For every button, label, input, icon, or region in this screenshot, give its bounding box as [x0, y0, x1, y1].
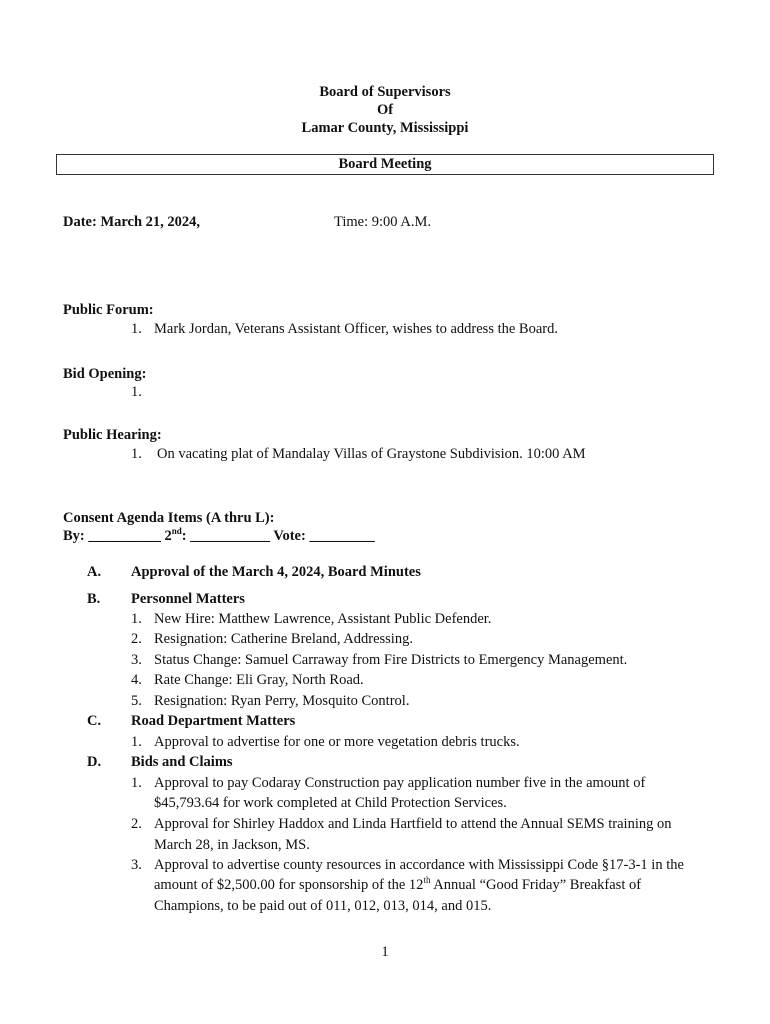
bid-opening-item-num: 1. [131, 384, 142, 400]
header-line-1: Board of Supervisors [319, 84, 451, 100]
section-b-item-text: Status Change: Samuel Carraway from Fire Districts to Emergency Management. [154, 652, 628, 668]
section-d-item-text: Approval to pay Codaray Construction pay application number five in the amount of [154, 775, 646, 791]
header-line-3: Lamar County, Mississippi [301, 120, 469, 136]
meeting-date: Date: March 21, 2024, [63, 214, 201, 230]
section-d-item-text: Approval for Shirley Haddox and Linda Hartfield to attend the Annual SEMS training on [154, 816, 672, 832]
meeting-title: Board Meeting [338, 156, 432, 172]
meeting-time: Time: 9:00 A.M. [334, 214, 431, 230]
public-hearing-heading: Public Hearing: [63, 427, 162, 443]
section-d-item-text: Approval to advertise county resources in accordance with Mississippi Code §17-3-1 in the [154, 857, 684, 873]
section-b-title: Personnel Matters [131, 591, 245, 607]
section-b-item-text: Resignation: Catherine Breland, Addressing. [154, 631, 413, 647]
section-a-title: Approval of the March 4, 2024, Board Minutes [131, 564, 421, 580]
section-b-letter: B. [87, 591, 101, 607]
ordinal-sup: th [423, 875, 431, 886]
section-b-item-num: 2. [131, 631, 142, 647]
section-b-item-text: New Hire: Matthew Lawrence, Assistant Public Defender. [154, 611, 492, 627]
section-d-letter: D. [87, 754, 102, 770]
event-text: Annual “Good Friday” Breakfast of [430, 877, 642, 893]
page-number: 1 [381, 944, 389, 960]
section-d-title: Bids and Claims [131, 754, 233, 770]
public-hearing-item-num: 1. [131, 446, 142, 462]
section-d-item-text: March 28, in Jackson, MS. [154, 837, 310, 853]
second-vote-label: : ___________ Vote: _________ [181, 528, 375, 544]
section-c-title: Road Department Matters [131, 713, 296, 729]
consent-agenda-heading: Consent Agenda Items (A thru L): [63, 510, 275, 526]
amount-text: amount of $2,500.00 for sponsorship of the 12 [154, 877, 424, 893]
section-d-item-text: Champions, to be paid out of 011, 012, 013, 014, and 015. [154, 898, 492, 914]
public-forum-heading: Public Forum: [63, 302, 154, 318]
public-hearing-item-text: On vacating plat of Mandalay Villas of Graystone Subdivision. 10:00 AM [157, 446, 586, 462]
section-b-item-num: 3. [131, 652, 142, 668]
section-b-item-num: 4. [131, 672, 142, 688]
section-c-item-text: Approval to advertise for one or more vegetation debris trucks. [154, 734, 520, 750]
section-d-item-num: 3. [131, 857, 142, 873]
header-line-2: Of [376, 102, 394, 118]
public-forum-item-text: Mark Jordan, Veterans Assistant Officer, wishes to address the Board. [154, 321, 558, 337]
section-c-letter: C. [87, 713, 102, 729]
by-label: By: __________ 2 [63, 528, 172, 544]
section-d-item-num: 1. [131, 775, 142, 791]
section-b-item-num: 5. [131, 693, 142, 709]
section-a-letter: A. [87, 564, 102, 580]
meeting-title-box [56, 154, 714, 175]
section-b-item-num: 1. [131, 611, 142, 627]
section-d-item-text: $45,793.64 for work completed at Child Protection Services. [154, 795, 507, 811]
bid-opening-heading: Bid Opening: [63, 366, 147, 382]
section-b-item-text: Rate Change: Eli Gray, North Road. [154, 672, 364, 688]
section-c-item-num: 1. [131, 734, 142, 750]
section-b-item-text: Resignation: Ryan Perry, Mosquito Control. [154, 693, 410, 709]
second-sup: nd [171, 526, 182, 537]
section-d-item-num: 2. [131, 816, 142, 832]
section-d-item-text [154, 877, 641, 894]
consent-vote-line [63, 528, 375, 545]
public-forum-item-num: 1. [131, 321, 142, 337]
